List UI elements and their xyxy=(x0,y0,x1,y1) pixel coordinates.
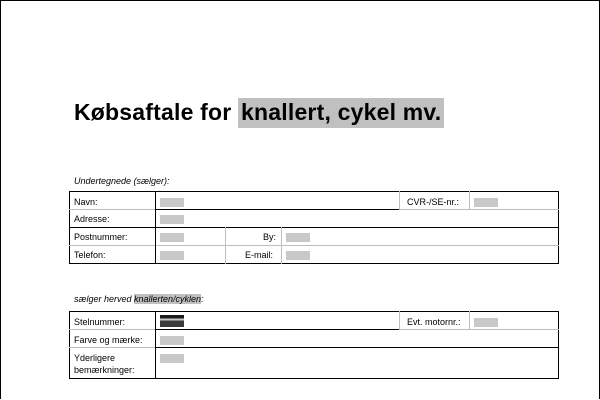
table-gridline xyxy=(399,209,559,210)
seller-section-heading: Undertegnede (sælger): xyxy=(74,176,170,186)
frame-number-label: Stelnummer: xyxy=(74,317,126,327)
color-brand-field[interactable] xyxy=(160,336,184,345)
table-gridline xyxy=(69,329,155,330)
name-label: Navn: xyxy=(74,197,98,207)
table-border xyxy=(69,191,559,192)
table-border xyxy=(69,191,70,264)
table-gridline xyxy=(281,227,282,264)
vehicle-section-heading xyxy=(74,294,204,304)
remarks-label-line1: Yderligere xyxy=(74,353,116,363)
table-gridline xyxy=(469,311,470,329)
remarks-field[interactable] xyxy=(160,354,184,363)
table-border xyxy=(155,191,156,264)
cvr-label: CVR-/SE-nr.: xyxy=(407,197,460,207)
table-border xyxy=(69,263,559,264)
table-border xyxy=(558,191,559,264)
email-label: E-mail: xyxy=(245,250,274,260)
table-gridline xyxy=(469,191,470,209)
phone-label: Telefon: xyxy=(74,250,106,260)
remarks-label-line2: bemærkninger: xyxy=(74,365,135,375)
title-text: Købsaftale for xyxy=(74,99,239,125)
address-label: Adresse: xyxy=(74,214,110,224)
table-gridline xyxy=(225,227,226,264)
frame-number-field[interactable] xyxy=(160,315,184,327)
city-label: By: xyxy=(263,232,277,242)
table-gridline xyxy=(399,311,400,329)
vehicle-heading-suffix: : xyxy=(201,294,204,304)
color-brand-label: Farve og mærke: xyxy=(74,335,143,345)
motor-number-label: Evt. motornr.: xyxy=(407,317,461,327)
table-border xyxy=(155,329,399,330)
table-border xyxy=(69,378,559,379)
table-border xyxy=(69,311,559,312)
title-highlight[interactable]: knallert, cykel mv. xyxy=(238,98,444,128)
page-title xyxy=(74,99,444,126)
motor-number-field[interactable] xyxy=(474,318,498,327)
table-gridline xyxy=(399,329,559,330)
name-field[interactable] xyxy=(160,198,184,207)
vehicle-heading-highlight[interactable]: knallerten/cyklen xyxy=(134,294,202,304)
address-field[interactable] xyxy=(160,215,184,224)
table-border xyxy=(155,209,399,210)
table-border xyxy=(558,311,559,379)
postal-field[interactable] xyxy=(160,233,184,242)
vehicle-heading-text: sælger herved xyxy=(74,294,135,304)
table-gridline xyxy=(69,209,155,210)
table-border xyxy=(155,311,156,379)
city-field[interactable] xyxy=(286,233,310,242)
table-border xyxy=(155,347,559,348)
cvr-field[interactable] xyxy=(474,198,498,207)
table-border xyxy=(69,311,70,379)
table-gridline xyxy=(399,191,400,209)
table-gridline xyxy=(69,347,155,348)
table-border xyxy=(69,227,559,228)
table-gridline xyxy=(69,245,559,246)
phone-field[interactable] xyxy=(160,251,184,260)
email-field[interactable] xyxy=(286,251,310,260)
postal-label: Postnummer: xyxy=(74,232,128,242)
